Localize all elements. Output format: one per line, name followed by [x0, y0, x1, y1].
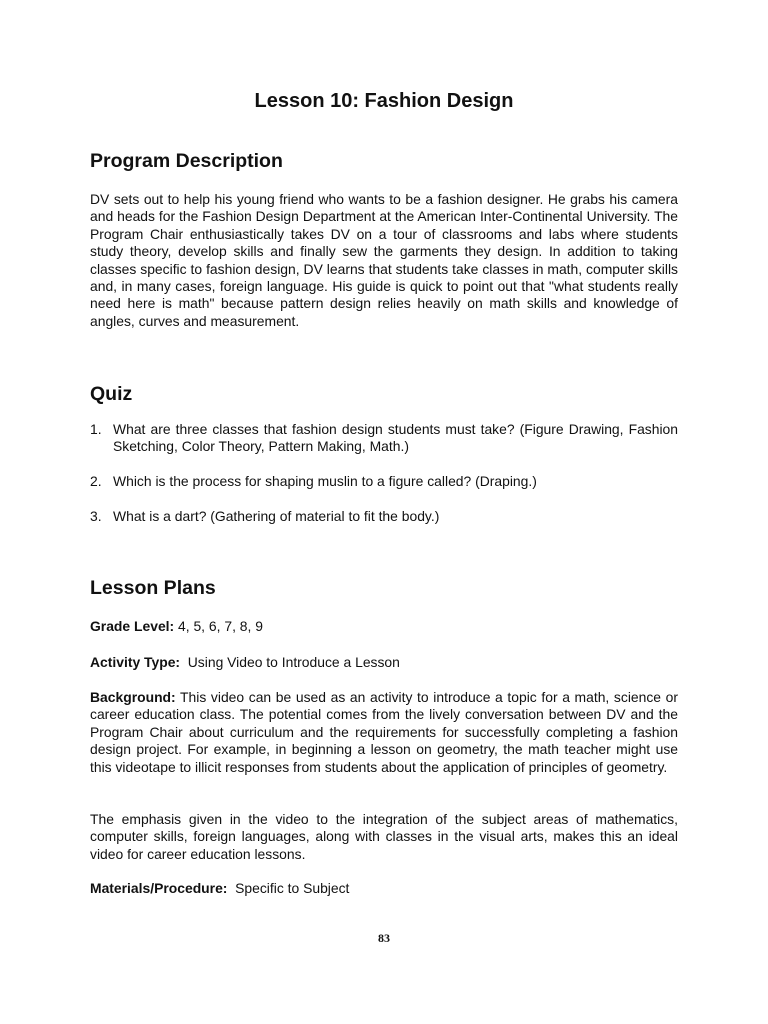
- activity-type-value: Using Video to Introduce a Lesson: [180, 654, 400, 670]
- program-description-text: DV sets out to help his young friend who wants to be a fashion designer. He grabs his camera and heads for the Fashion Design Department at the American Inter-Continental University. The Program Chair enthusiastically takes DV on a tour of classrooms and labs where students study theory, develop skills and finally sew the garments they design. In addition to taking classes specific to fashion design, DV learns that students take classes in math, computer skills and, in many cases, foreign language. His guide is quick to point out that "what students really need here is math" because pattern design relies heavily on math skills and knowledge of angles, curves and measurement.: [90, 191, 678, 329]
- materials-label: Materials/Procedure:: [90, 880, 228, 896]
- background-paragraph: [90, 689, 678, 776]
- quiz-list: [90, 421, 678, 543]
- background-text: This video can be used as an activity to introduce a topic for a math, science or career education class. The potential comes from the lively conversation between DV and the Program Chair about curriculum and the requirements for successfully completing a fashion design project. For example, in beginning a lesson on geometry, the math teacher might use this videotape to illicit responses from students about the application of principles of geometry.: [90, 689, 678, 775]
- quiz-item-number: 2.: [90, 473, 102, 490]
- quiz-item-text: What are three classes that fashion design students must take? (Figure Drawing, Fashion Sketching, Color Theory, Pattern Making, Math.): [113, 421, 678, 455]
- quiz-item: [90, 421, 678, 456]
- emphasis-paragraph: The emphasis given in the video to the integration of the subject areas of mathematics, computer skills, foreign languages, along with classes in the visual arts, makes this an ideal video for career education lessons.: [90, 811, 678, 862]
- quiz-item-number: 1.: [90, 421, 102, 437]
- quiz-item: [90, 508, 678, 525]
- activity-type: [90, 654, 678, 671]
- grade-level-value: 4, 5, 6, 7, 8, 9: [174, 618, 263, 634]
- materials-procedure: [90, 880, 678, 897]
- quiz-item: [90, 473, 678, 490]
- page-number: 83: [378, 931, 390, 945]
- quiz-item-number: 3.: [90, 508, 102, 524]
- materials-value: Specific to Subject: [227, 880, 350, 896]
- quiz-item-text: Which is the process for shaping muslin to a figure called? (Draping.): [113, 473, 537, 490]
- quiz-heading: Quiz: [90, 383, 133, 405]
- quiz-item-text: What is a dart? (Gathering of material to fit the body.): [113, 508, 440, 524]
- program-description-heading: Program Description: [90, 150, 283, 172]
- lesson-plans-heading: Lesson Plans: [90, 577, 216, 599]
- activity-type-label: Activity Type:: [90, 654, 181, 670]
- grade-level-label: Grade Level:: [90, 618, 175, 634]
- background-label: Background:: [90, 689, 176, 705]
- grade-level: [90, 618, 678, 635]
- page-title: Lesson 10: Fashion Design: [254, 90, 514, 112]
